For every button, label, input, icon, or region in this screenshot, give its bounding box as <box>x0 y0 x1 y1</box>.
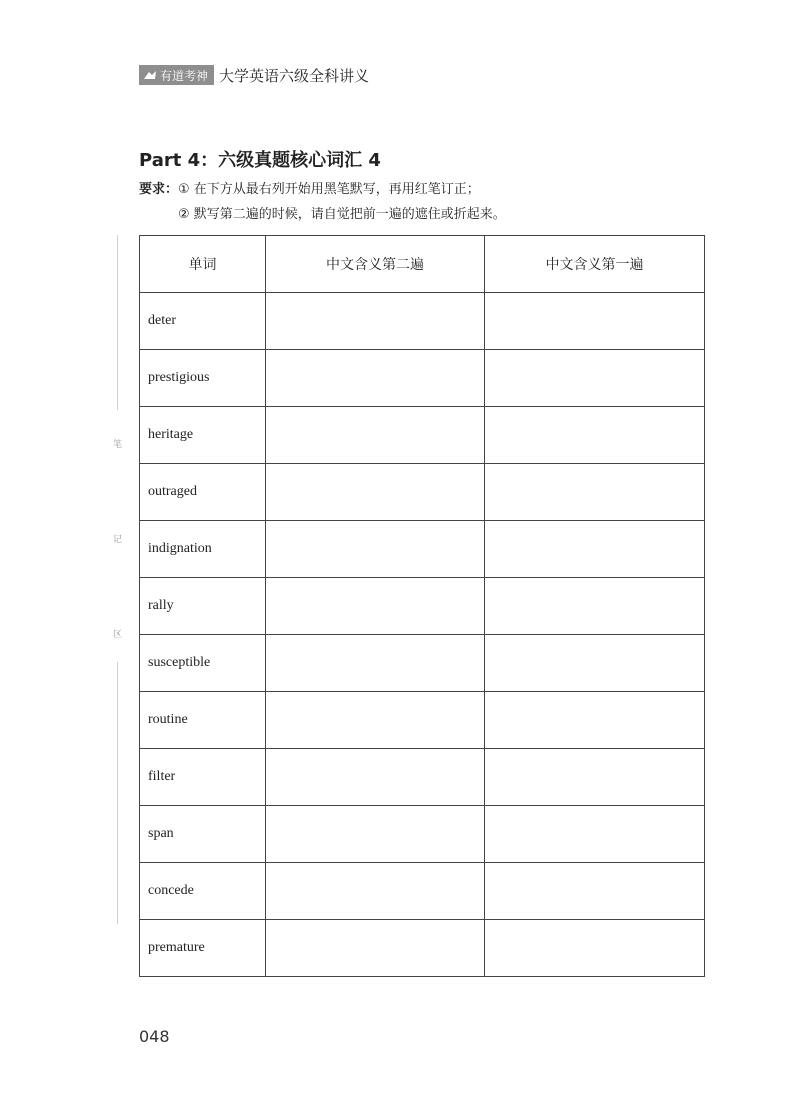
meaning-second-cell[interactable] <box>266 578 485 635</box>
table-row <box>140 350 705 407</box>
page-header <box>139 64 369 86</box>
brand-label: 有道考神 <box>160 68 209 83</box>
meaning-second-cell[interactable] <box>266 350 485 407</box>
table-row <box>140 692 705 749</box>
requirements-line-2: ② 默写第二遍的时候，请自觉把前一遍的遮住或折起来。 <box>178 207 506 222</box>
margin-note-1: 笔 <box>113 440 123 450</box>
table-row <box>140 863 705 920</box>
meaning-first-cell[interactable] <box>485 806 705 863</box>
meaning-first-cell[interactable] <box>485 578 705 635</box>
page-number: 048 <box>139 1027 170 1046</box>
word-cell: susceptible <box>140 635 266 692</box>
word-cell: prestigious <box>140 350 266 407</box>
word-cell: heritage <box>140 407 266 464</box>
header-meaning-first: 中文含义第一遍 <box>485 236 705 293</box>
meaning-first-cell[interactable] <box>485 293 705 350</box>
word-cell: rally <box>140 578 266 635</box>
meaning-second-cell[interactable] <box>266 749 485 806</box>
book-title: 大学英语六级全科讲义 <box>219 66 370 85</box>
meaning-first-cell[interactable] <box>485 749 705 806</box>
part-title: Part 4：六级真题核心词汇 4 <box>139 150 381 171</box>
meaning-first-cell[interactable] <box>485 635 705 692</box>
margin-divider-top <box>117 235 118 410</box>
margin-note-3: 区 <box>113 630 123 640</box>
table-row <box>140 464 705 521</box>
meaning-second-cell[interactable] <box>266 635 485 692</box>
meaning-second-cell[interactable] <box>266 293 485 350</box>
meaning-second-cell[interactable] <box>266 920 485 977</box>
table-row <box>140 920 705 977</box>
table-row <box>140 635 705 692</box>
table-row <box>140 407 705 464</box>
meaning-first-cell[interactable] <box>485 521 705 578</box>
meaning-second-cell[interactable] <box>266 407 485 464</box>
table-row <box>140 749 705 806</box>
requirements-label: 要求： <box>139 182 179 197</box>
meaning-second-cell[interactable] <box>266 521 485 578</box>
word-cell: concede <box>140 863 266 920</box>
word-cell: filter <box>140 749 266 806</box>
header-meaning-second: 中文含义第二遍 <box>266 236 485 293</box>
margin-note-2: 记 <box>113 535 123 545</box>
word-cell: indignation <box>140 521 266 578</box>
meaning-first-cell[interactable] <box>485 863 705 920</box>
meaning-second-cell[interactable] <box>266 863 485 920</box>
meaning-second-cell[interactable] <box>266 806 485 863</box>
word-cell: premature <box>140 920 266 977</box>
meaning-first-cell[interactable] <box>485 464 705 521</box>
table-row <box>140 806 705 863</box>
header-word: 单词 <box>140 236 266 293</box>
word-cell: span <box>140 806 266 863</box>
meaning-first-cell[interactable] <box>485 407 705 464</box>
requirements-text-1: ① 在下方从最右列开始用黑笔默写，再用红笔订正； <box>178 182 480 197</box>
meaning-first-cell[interactable] <box>485 920 705 977</box>
table-row <box>140 293 705 350</box>
margin-divider-bottom <box>117 662 118 924</box>
meaning-second-cell[interactable] <box>266 464 485 521</box>
vocabulary-table-body <box>140 293 705 977</box>
table-row <box>140 578 705 635</box>
brand-badge <box>139 65 214 85</box>
word-cell: outraged <box>140 464 266 521</box>
brand-logo-icon <box>143 69 157 81</box>
word-cell: deter <box>140 293 266 350</box>
table-header-row <box>140 236 705 293</box>
requirements-line-1 <box>139 180 480 200</box>
vocabulary-table <box>139 235 705 977</box>
table-row <box>140 521 705 578</box>
meaning-second-cell[interactable] <box>266 692 485 749</box>
meaning-first-cell[interactable] <box>485 692 705 749</box>
meaning-first-cell[interactable] <box>485 350 705 407</box>
word-cell: routine <box>140 692 266 749</box>
